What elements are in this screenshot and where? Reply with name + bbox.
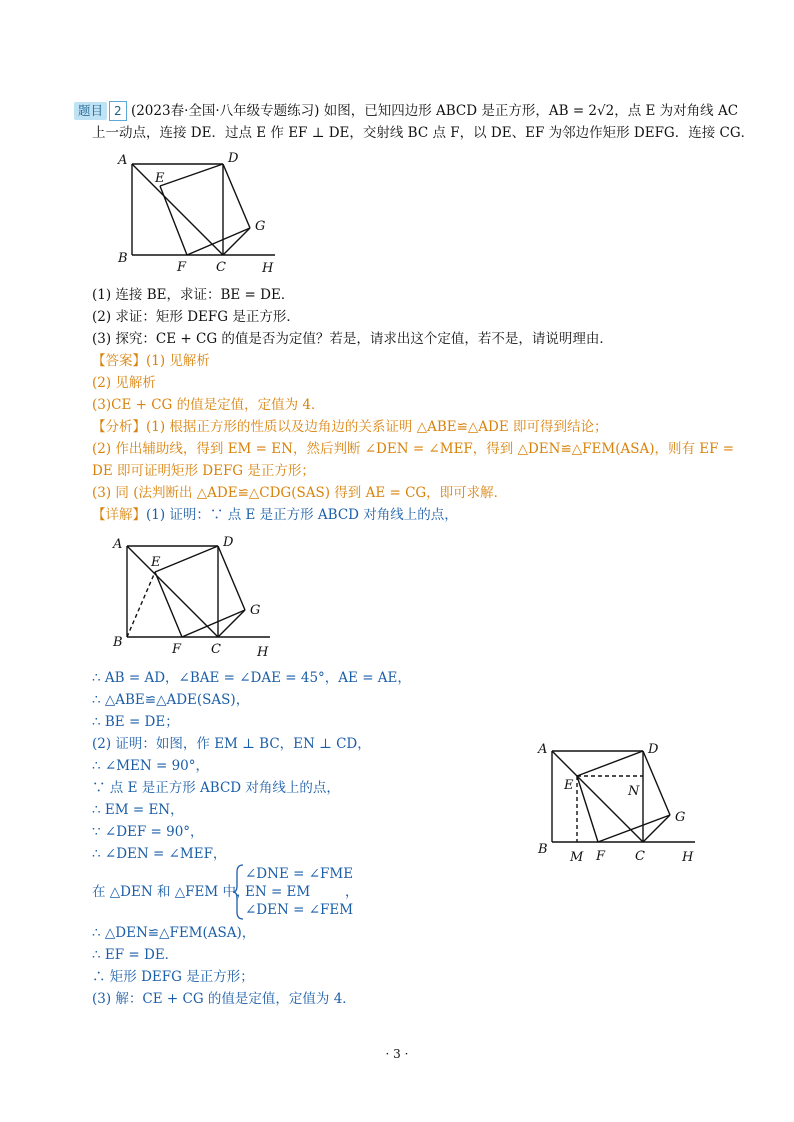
analysis-3: DE 即可证明矩形 DEFG 是正方形； [92, 463, 315, 479]
problem-line-2: 上一动点，连接 DE．过点 E 作 EF ⊥ DE，交射线 BC 点 F，以 DE、EF 为邻边作矩形 DEFG．连接 CG． [92, 125, 755, 141]
detail-first: (1) 证明：∵ 点 E 是正方形 ABCD 对角线上的点， [146, 507, 458, 523]
analysis-tag: 【分析】 [92, 419, 146, 435]
fig2-label-a: A [113, 537, 123, 552]
analysis-2: (2) 作出辅助线，得到 EM = EN，然后判断 ∠DEN = ∠MEF，得到 △DEN≌△FEM(ASA)，则有 EF = [92, 441, 735, 457]
brace-lines [245, 865, 353, 919]
analysis-4: (3) 同 (法判断出 △ADE≌△CDG(SAS) 得到 AE = CG，即可求解． [92, 485, 508, 501]
answer-1: (1) 见解析 [146, 353, 210, 369]
fig2-dg [218, 546, 245, 610]
brace-end: ， [345, 884, 359, 900]
figure-3 [530, 735, 710, 865]
question-1: (1) 连接 BE，求证：BE = DE． [92, 287, 295, 303]
page-number: · 3 · [385, 1047, 409, 1061]
detail-line-4: ∴ BE = DE； [92, 714, 179, 730]
fig1-ef [160, 186, 187, 255]
figure-1 [110, 148, 290, 278]
fig2-label-g: G [250, 603, 261, 618]
problem-number: 2 [109, 101, 127, 121]
answer-3: (3)CE + CG 的值是定值，定值为 4． [92, 397, 325, 413]
detail-line-1 [92, 506, 458, 524]
detail-line-6: ∴ ∠MEN = 90°， [92, 758, 210, 774]
fig3-label-n: N [628, 784, 640, 799]
fig1-label-e: E [155, 171, 165, 186]
answer-line-1 [92, 352, 210, 370]
fig1-label-b: B [118, 251, 128, 266]
detail-line-5: (2) 证明：如图，作 EM ⊥ BC，EN ⊥ CD， [92, 736, 371, 752]
fig1-de [160, 164, 223, 186]
fig3-fg [598, 815, 670, 842]
fig2-de [155, 546, 218, 572]
detail-line-9: ∵ ∠DEF = 90°， [92, 824, 204, 840]
fig1-label-g: G [255, 219, 266, 234]
fig3-label-d: D [648, 742, 659, 757]
question-2: (2) 求证：矩形 DEFG 是正方形． [92, 309, 300, 325]
analysis-1: (1) 根据正方形的性质以及边角边的关系证明 △ABE≌△ADE 即可得到结论； [146, 419, 608, 435]
detail-line-7: ∵ 点 E 是正方形 ABCD 对角线上的点， [92, 780, 340, 796]
problem-line-1 [74, 101, 738, 121]
figure-2 [105, 530, 285, 660]
fig1-label-h: H [262, 261, 274, 276]
fig3-label-c: C [635, 849, 645, 864]
fig1-label-d: D [228, 151, 239, 166]
fig3-label-b: B [538, 842, 548, 857]
fig1-label-f: F [177, 260, 187, 275]
fig1-label-a: A [118, 153, 128, 168]
detail-line-3: ∴ △ABE≌△ADE(SAS)， [92, 692, 250, 708]
answer-tag: 【答案】 [92, 353, 146, 369]
fig2-label-h: H [257, 645, 269, 660]
fig3-dg [643, 751, 670, 815]
fig2-label-b: B [113, 635, 123, 650]
detail-after-2: ∴ EF = DE． [92, 947, 179, 963]
brace-line-1: ∠DNE = ∠FME [245, 866, 354, 882]
fig1-ac [132, 164, 223, 255]
fig1-label-c: C [216, 260, 226, 275]
fig3-label-f: F [596, 849, 606, 864]
detail-tag: 【详解】 [92, 507, 146, 523]
fig2-label-d: D [223, 535, 234, 550]
fig2-label-e: E [151, 555, 161, 570]
detail-line-2: ∴ AB = AD，∠BAE = ∠DAE = 45°，AE = AE， [92, 670, 411, 686]
brace-symbol [233, 864, 245, 920]
fig3-label-g: G [675, 810, 686, 825]
question-3: (3) 探究：CE + CG 的值是否为定值？若是，请求出这个定值，若不是，请说明理由． [92, 331, 613, 347]
fig3-cg [643, 815, 670, 842]
fig3-label-a: A [538, 742, 548, 757]
fig2-label-c: C [211, 642, 221, 657]
detail-after-4: (3) 解：CE + CG 的值是定值，定值为 4． [92, 991, 356, 1007]
problem-tag: 题目 [74, 102, 107, 120]
answer-2: (2) 见解析 [92, 375, 156, 391]
brace-line-3: ∠DEN = ∠FEM [245, 902, 354, 918]
brace-line-2: EN = EM [245, 884, 311, 900]
fig3-label-m: M [570, 850, 584, 865]
detail-line-10: ∴ ∠DEN = ∠MEF， [92, 846, 227, 862]
fig2-cg [218, 610, 245, 637]
fig1-dg [223, 164, 250, 228]
detail-after-3: ∴ 矩形 DEFG 是正方形； [92, 969, 254, 985]
fig1-cg [223, 228, 250, 255]
problem-text-1: (2023春·全国·八年级专题练习) 如图，已知四边形 ABCD 是正方形，AB = 2√2，点 E 为对角线 AC [130, 103, 739, 119]
detail-after-1: ∴ △DEN≌△FEM(ASA)， [92, 925, 256, 941]
brace-intro: 在 △DEN 和 △FEM 中， [92, 884, 250, 900]
fig2-ac [127, 546, 218, 637]
fig2-ef [155, 572, 182, 637]
fig2-be-dashed [127, 572, 155, 637]
fig3-de [577, 751, 643, 776]
detail-line-8: ∴ EM = EN， [92, 802, 184, 818]
fig2-label-f: F [172, 642, 182, 657]
analysis-line-1 [92, 418, 608, 436]
fig3-label-h: H [682, 850, 694, 865]
fig3-label-e: E [564, 778, 574, 793]
